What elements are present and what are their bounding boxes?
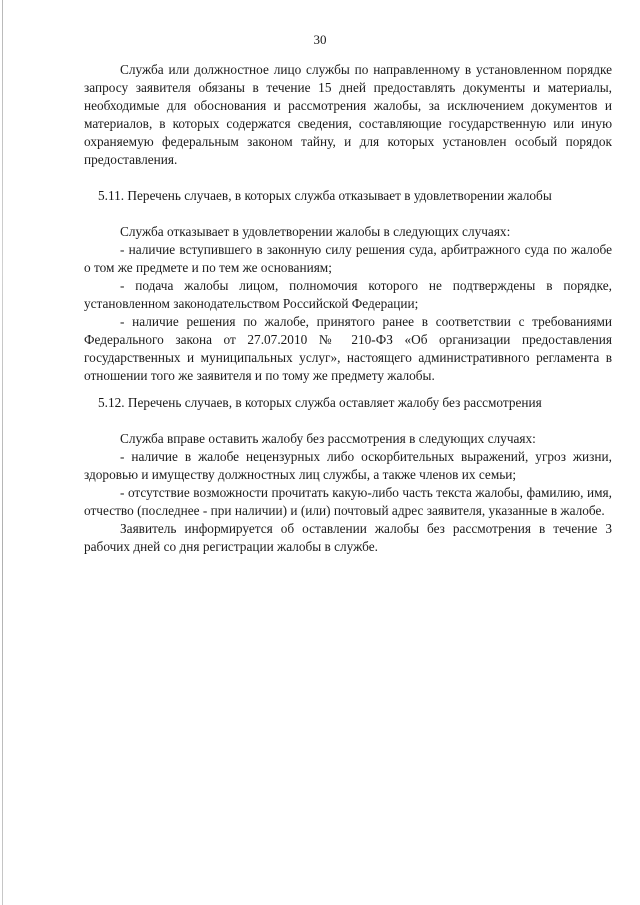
section-5-12-body (84, 430, 612, 556)
section-5-11-heading: 5.11. Перечень случаев, в которых служба отказывает в удовлетворении жалобы (98, 188, 552, 203)
section-5-12-lead: Служба вправе оставить жалобу без рассмотрения в следующих случаях: (120, 431, 536, 446)
section-5-11-item: - наличие вступившего в законную силу решения суда, арбитражного суда по жалобе о том же предмете и по тем же основаниям; (84, 242, 612, 275)
section-5-11-lead: Служба отказывает в удовлетворении жалобы в следующих случаях: (120, 224, 511, 239)
scan-margin-line (2, 0, 3, 905)
section-5-12-heading: 5.12. Перечень случаев, в которых служба оставляет жалобу без рассмотрения (98, 395, 542, 410)
section-5-11-item: - наличие решения по жалобе, принятого ранее в соответствии с требованиями Федерального закона от 27.07.2010 № 210-ФЗ «Об организации предоставления государственных и муниципальных услуг», настоящего административного регламента в отношении того же заявителя и по тому же предмету жалобы. (84, 314, 612, 383)
section-5-12-item: - отсутствие возможности прочитать какую-либо часть текста жалобы, фамилию, имя, отчество (последнее - при наличии) и (или) почтовый адрес заявителя, указанные в жалобе. (84, 485, 612, 518)
section-5-12-closing: Заявитель информируется об оставлении жалобы без рассмотрения в течение 3 рабочих дней со дня регистрации жалобы в службе. (84, 521, 612, 554)
section-5-11-item: - подача жалобы лицом, полномочия которого не подтверждены в порядке, установленном законодательством Российской Федерации; (84, 278, 612, 311)
intro-block (84, 61, 612, 169)
section-5-12-item: - наличие в жалобе нецензурных либо оскорбительных выражений, угроз жизни, здоровью и имуществу должностных лиц службы, а также членов их семьи; (84, 449, 612, 482)
section-5-11-body (84, 223, 612, 385)
intro-paragraph: Служба или должностное лицо службы по направленному в установленном порядке запросу заявителя обязаны в течение 15 дней предоставлять документы и материалы, необходимые для обоснования и рассмотрения жалобы, за исключением документов и материалов, в которых содержатся сведения, составляющие государственную или иную охраняемую федеральным законом тайну, и для которых установлен особый порядок предоставления. (84, 62, 612, 167)
page-number: 30 (313, 32, 327, 47)
